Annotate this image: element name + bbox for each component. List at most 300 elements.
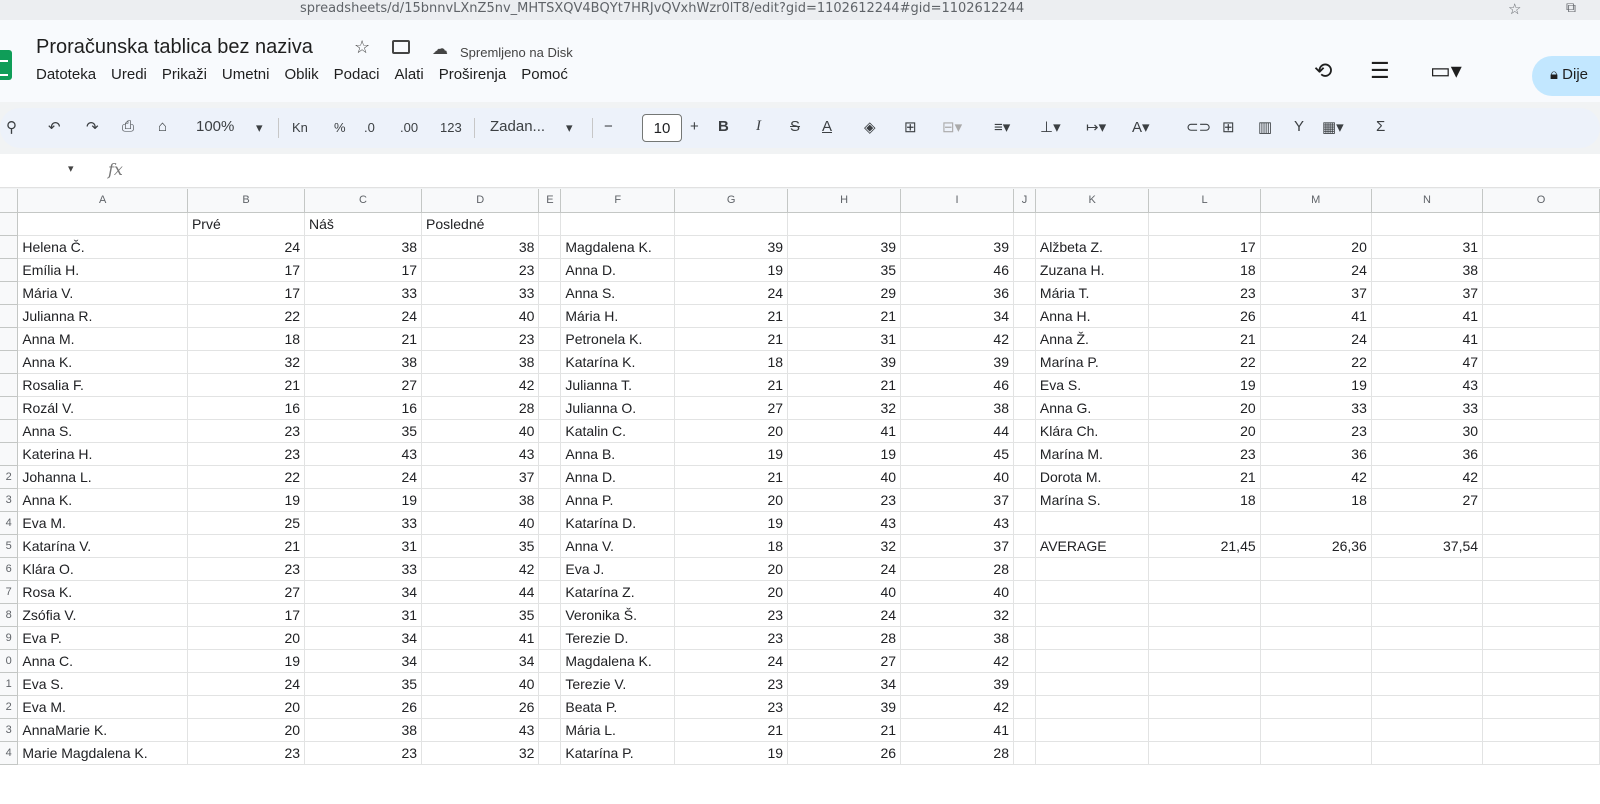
cell[interactable]: 38 — [305, 235, 422, 258]
cell[interactable] — [1035, 672, 1149, 695]
cell[interactable] — [1371, 718, 1482, 741]
cell[interactable]: 18 — [675, 350, 788, 373]
select-all-corner[interactable] — [0, 189, 18, 212]
cell[interactable] — [1035, 580, 1149, 603]
cell[interactable]: 42 — [901, 649, 1014, 672]
cell[interactable]: 21 — [1149, 465, 1260, 488]
cell[interactable]: Mária L. — [561, 718, 675, 741]
cell[interactable]: Anna Ž. — [1035, 327, 1149, 350]
row-header[interactable]: 8 — [0, 603, 18, 626]
bold-button[interactable]: B — [718, 118, 729, 135]
cell[interactable]: 21 — [788, 373, 901, 396]
cell[interactable]: 19 — [675, 741, 788, 764]
cell[interactable]: 34 — [305, 649, 422, 672]
cell[interactable]: Dorota M. — [1035, 465, 1149, 488]
font-size-input[interactable]: 10 — [642, 114, 682, 142]
insert-link-icon[interactable]: ⊂⊃ — [1186, 119, 1212, 136]
cell[interactable] — [1260, 580, 1371, 603]
cell[interactable]: 21 — [675, 327, 788, 350]
cell[interactable]: Rosa K. — [18, 580, 188, 603]
cell[interactable]: Eva J. — [561, 557, 675, 580]
cell[interactable] — [1483, 327, 1600, 350]
cell[interactable] — [1149, 695, 1260, 718]
cell[interactable]: Katalin C. — [561, 419, 675, 442]
move-to-folder-icon[interactable] — [392, 40, 410, 54]
cell[interactable] — [1035, 695, 1149, 718]
cell[interactable]: Anna D. — [561, 465, 675, 488]
cell[interactable]: 19 — [675, 511, 788, 534]
cell[interactable]: 21 — [187, 534, 304, 557]
cell[interactable]: 37,54 — [1371, 534, 1482, 557]
cell[interactable]: 17 — [1149, 235, 1260, 258]
cell[interactable]: Marína M. — [1035, 442, 1149, 465]
cell[interactable] — [1483, 488, 1600, 511]
cell[interactable]: Julianna O. — [561, 396, 675, 419]
cell[interactable] — [1014, 373, 1036, 396]
cell[interactable]: 33 — [305, 557, 422, 580]
cell[interactable] — [1035, 626, 1149, 649]
row-header[interactable]: 7 — [0, 580, 18, 603]
header-cell[interactable] — [788, 212, 901, 235]
cell[interactable]: 20 — [187, 695, 304, 718]
header-cell[interactable] — [1260, 212, 1371, 235]
cell[interactable] — [1371, 603, 1482, 626]
cell[interactable]: 31 — [1371, 235, 1482, 258]
cell[interactable]: 37 — [901, 488, 1014, 511]
cell[interactable] — [1483, 557, 1600, 580]
cell[interactable] — [1483, 281, 1600, 304]
cell[interactable]: 27 — [788, 649, 901, 672]
strikethrough-button[interactable]: S — [790, 118, 801, 135]
row-header[interactable] — [0, 212, 18, 235]
cell[interactable] — [1483, 603, 1600, 626]
cell[interactable]: 40 — [422, 672, 539, 695]
more-formats-button[interactable]: 123 — [440, 120, 462, 135]
cell[interactable]: Johanna L. — [18, 465, 188, 488]
cell[interactable]: Eva S. — [1035, 373, 1149, 396]
cell[interactable] — [1035, 511, 1149, 534]
cell[interactable] — [1014, 442, 1036, 465]
cell[interactable]: 21 — [675, 465, 788, 488]
cell[interactable] — [1483, 465, 1600, 488]
cell[interactable]: 40 — [788, 580, 901, 603]
cell[interactable] — [539, 258, 561, 281]
cell[interactable]: 40 — [788, 465, 901, 488]
menu-item[interactable]: Oblik — [284, 66, 319, 83]
cell[interactable]: 24 — [675, 281, 788, 304]
cell[interactable] — [1014, 695, 1036, 718]
cell[interactable]: Zuzana H. — [1035, 258, 1149, 281]
header-cell[interactable]: Posledné — [422, 212, 539, 235]
cell[interactable]: 23 — [187, 741, 304, 764]
cell[interactable]: 21 — [788, 304, 901, 327]
cell[interactable]: 24 — [1260, 258, 1371, 281]
cell[interactable]: 42 — [1371, 465, 1482, 488]
insert-comment-icon[interactable]: ⊞ — [1222, 119, 1235, 136]
cell[interactable] — [1014, 649, 1036, 672]
header-cell[interactable] — [1149, 212, 1260, 235]
share-button[interactable] — [1532, 56, 1600, 96]
cell[interactable] — [539, 672, 561, 695]
cell[interactable]: 41 — [788, 419, 901, 442]
cell[interactable]: 34 — [422, 649, 539, 672]
cell[interactable]: Katarína V. — [18, 534, 188, 557]
cell[interactable]: AVERAGE — [1035, 534, 1149, 557]
sheets-logo-icon[interactable] — [0, 50, 12, 80]
cell[interactable]: 37 — [1371, 281, 1482, 304]
cell[interactable]: 20 — [675, 580, 788, 603]
cell[interactable]: 40 — [901, 465, 1014, 488]
cell[interactable]: 23 — [422, 258, 539, 281]
cell[interactable] — [1035, 718, 1149, 741]
cell[interactable]: Anna D. — [561, 258, 675, 281]
cell[interactable]: 26,36 — [1260, 534, 1371, 557]
row-header[interactable] — [0, 258, 18, 281]
cell[interactable]: 20 — [187, 626, 304, 649]
cell[interactable] — [1014, 580, 1036, 603]
row-header[interactable] — [0, 419, 18, 442]
cell[interactable]: 24 — [788, 557, 901, 580]
cell[interactable] — [1260, 695, 1371, 718]
name-box-chevron-icon[interactable]: ▾ — [68, 163, 74, 175]
row-header[interactable] — [0, 327, 18, 350]
header-cell[interactable]: Náš — [305, 212, 422, 235]
cell[interactable]: 21 — [675, 304, 788, 327]
text-color-button[interactable]: A — [822, 118, 833, 135]
cell[interactable]: 31 — [305, 603, 422, 626]
cell[interactable]: 32 — [422, 741, 539, 764]
cell[interactable]: 41 — [1371, 327, 1482, 350]
cell[interactable] — [539, 534, 561, 557]
cell[interactable]: 39 — [788, 350, 901, 373]
cell[interactable]: Terezie V. — [561, 672, 675, 695]
header-cell[interactable] — [1014, 212, 1036, 235]
row-header[interactable]: 1 — [0, 672, 18, 695]
star-icon[interactable]: ☆ — [354, 37, 371, 57]
cell[interactable]: 20 — [1149, 419, 1260, 442]
column-header[interactable]: G — [675, 189, 788, 212]
cell[interactable]: Marie Magdalena K. — [18, 741, 188, 764]
cell[interactable]: Mária V. — [18, 281, 188, 304]
increase-decimal-button[interactable]: .00 — [400, 120, 419, 135]
cell[interactable]: 22 — [1260, 350, 1371, 373]
cell[interactable]: Helena Č. — [18, 235, 188, 258]
cell[interactable]: 17 — [187, 603, 304, 626]
cell[interactable]: 40 — [422, 511, 539, 534]
cell[interactable] — [1014, 488, 1036, 511]
cell[interactable]: 38 — [1371, 258, 1482, 281]
cell[interactable] — [1014, 327, 1036, 350]
menu-item[interactable]: Pomoć — [521, 66, 568, 83]
cell[interactable]: 44 — [901, 419, 1014, 442]
cell[interactable]: 42 — [901, 695, 1014, 718]
cell[interactable]: Anna H. — [1035, 304, 1149, 327]
cell[interactable]: Eva P. — [18, 626, 188, 649]
cell[interactable] — [1149, 580, 1260, 603]
cell[interactable] — [1035, 741, 1149, 764]
cell[interactable]: 37 — [901, 534, 1014, 557]
cell[interactable] — [1483, 350, 1600, 373]
cell[interactable]: 26 — [422, 695, 539, 718]
cell[interactable] — [1035, 603, 1149, 626]
cell[interactable]: 39 — [788, 695, 901, 718]
zoom-select[interactable]: 100% — [196, 118, 235, 135]
menu-item[interactable]: Podaci — [333, 66, 380, 83]
percent-format-button[interactable]: % — [334, 120, 346, 135]
cell[interactable] — [1260, 649, 1371, 672]
cell[interactable]: Mária H. — [561, 304, 675, 327]
cell[interactable]: Anna B. — [561, 442, 675, 465]
cell[interactable]: 38 — [422, 235, 539, 258]
cell[interactable]: 29 — [788, 281, 901, 304]
cell[interactable]: Rozál V. — [18, 396, 188, 419]
cell[interactable]: Anna P. — [561, 488, 675, 511]
spreadsheet-grid[interactable] — [0, 189, 1600, 804]
cell[interactable]: Katarína Z. — [561, 580, 675, 603]
cell[interactable] — [1371, 672, 1482, 695]
cell[interactable]: 46 — [901, 258, 1014, 281]
cell[interactable] — [1483, 626, 1600, 649]
cell[interactable]: 38 — [305, 350, 422, 373]
cell[interactable] — [1014, 626, 1036, 649]
cell[interactable]: 19 — [675, 442, 788, 465]
bookmark-star-icon[interactable]: ☆ — [1508, 0, 1522, 18]
cell[interactable]: 23 — [187, 419, 304, 442]
cell[interactable]: 24 — [305, 465, 422, 488]
menu-item[interactable]: Umetni — [221, 66, 270, 83]
cell[interactable]: 37 — [1260, 281, 1371, 304]
cell[interactable] — [539, 626, 561, 649]
cell[interactable]: 35 — [305, 419, 422, 442]
cell[interactable]: 28 — [422, 396, 539, 419]
cell[interactable] — [539, 327, 561, 350]
cell[interactable]: 35 — [305, 672, 422, 695]
cell[interactable] — [1014, 603, 1036, 626]
cell[interactable]: 24 — [305, 304, 422, 327]
menu-item[interactable]: Uredi — [111, 66, 147, 83]
undo-icon[interactable]: ↶ — [48, 119, 61, 136]
row-header[interactable]: 9 — [0, 626, 18, 649]
cell[interactable]: Julianna R. — [18, 304, 188, 327]
cell[interactable]: AnnaMarie K. — [18, 718, 188, 741]
column-header[interactable]: K — [1035, 189, 1149, 212]
cell[interactable] — [1260, 626, 1371, 649]
cell[interactable]: 42 — [1260, 465, 1371, 488]
cell[interactable] — [1014, 235, 1036, 258]
cell[interactable]: 30 — [1371, 419, 1482, 442]
text-rotation-icon[interactable]: A▾ — [1132, 119, 1150, 136]
cell[interactable]: Anna K. — [18, 488, 188, 511]
cell[interactable] — [539, 304, 561, 327]
cell[interactable]: 27 — [187, 580, 304, 603]
cell[interactable]: Katarína P. — [561, 741, 675, 764]
row-header[interactable] — [0, 281, 18, 304]
cell[interactable] — [1371, 695, 1482, 718]
cell[interactable]: 35 — [422, 534, 539, 557]
cell[interactable]: 34 — [901, 304, 1014, 327]
cell[interactable]: 38 — [901, 626, 1014, 649]
cell[interactable]: 17 — [305, 258, 422, 281]
cell[interactable]: 23 — [675, 626, 788, 649]
cell[interactable] — [1371, 649, 1482, 672]
cell[interactable]: Julianna T. — [561, 373, 675, 396]
cell[interactable]: 19 — [1260, 373, 1371, 396]
cell[interactable]: 27 — [1371, 488, 1482, 511]
cell[interactable]: 19 — [187, 649, 304, 672]
cell[interactable]: 32 — [187, 350, 304, 373]
cell[interactable]: Anna V. — [561, 534, 675, 557]
cell[interactable]: 20 — [1149, 396, 1260, 419]
cell[interactable] — [1483, 534, 1600, 557]
cell[interactable]: 38 — [422, 350, 539, 373]
cell[interactable]: 22 — [187, 304, 304, 327]
cell[interactable]: 16 — [187, 396, 304, 419]
cell[interactable] — [1483, 396, 1600, 419]
cell[interactable] — [1014, 396, 1036, 419]
cell[interactable]: 23 — [675, 672, 788, 695]
cell[interactable]: Klára O. — [18, 557, 188, 580]
cell[interactable] — [539, 649, 561, 672]
cell[interactable]: 31 — [788, 327, 901, 350]
row-header[interactable]: 5 — [0, 534, 18, 557]
cell[interactable] — [539, 373, 561, 396]
cell[interactable]: Rosalia F. — [18, 373, 188, 396]
cell[interactable]: 33 — [305, 511, 422, 534]
cell[interactable]: 18 — [1260, 488, 1371, 511]
row-header[interactable]: 2 — [0, 695, 18, 718]
cell[interactable]: 41 — [422, 626, 539, 649]
cell[interactable]: 18 — [675, 534, 788, 557]
cell[interactable]: 39 — [901, 350, 1014, 373]
font-chevron-icon[interactable]: ▾ — [566, 120, 573, 135]
cell[interactable]: 44 — [422, 580, 539, 603]
cell[interactable]: 28 — [901, 557, 1014, 580]
cell[interactable] — [1371, 741, 1482, 764]
cell[interactable] — [539, 603, 561, 626]
cell[interactable] — [1483, 235, 1600, 258]
cell[interactable]: 19 — [305, 488, 422, 511]
cell[interactable]: 23 — [1149, 281, 1260, 304]
menu-item[interactable]: Proširenja — [438, 66, 507, 83]
cell[interactable] — [1014, 672, 1036, 695]
cell[interactable]: 17 — [187, 281, 304, 304]
column-header[interactable]: O — [1483, 189, 1600, 212]
row-header[interactable] — [0, 304, 18, 327]
cell[interactable]: 42 — [422, 373, 539, 396]
currency-format-button[interactable]: Kn — [292, 120, 308, 135]
italic-button[interactable]: I — [756, 118, 761, 134]
row-header[interactable]: 3 — [0, 488, 18, 511]
font-family-select[interactable]: Zadan... — [490, 118, 546, 135]
column-header[interactable]: J — [1014, 189, 1036, 212]
cell[interactable] — [1483, 649, 1600, 672]
cell[interactable]: 24 — [675, 649, 788, 672]
row-header[interactable]: 4 — [0, 511, 18, 534]
cell[interactable]: Magdalena K. — [561, 235, 675, 258]
cell[interactable]: 33 — [1371, 396, 1482, 419]
cell[interactable] — [1014, 511, 1036, 534]
cell[interactable] — [1260, 511, 1371, 534]
cell[interactable]: Petronela K. — [561, 327, 675, 350]
cell[interactable] — [1260, 672, 1371, 695]
cell[interactable] — [1035, 557, 1149, 580]
column-header[interactable]: F — [561, 189, 675, 212]
menu-item[interactable]: Alati — [394, 66, 424, 83]
cell[interactable]: Marína S. — [1035, 488, 1149, 511]
cell[interactable] — [1483, 442, 1600, 465]
cell[interactable]: 33 — [1260, 396, 1371, 419]
cell[interactable]: 41 — [1260, 304, 1371, 327]
cell[interactable]: Anna M. — [18, 327, 188, 350]
cell[interactable]: 36 — [1371, 442, 1482, 465]
cell[interactable] — [539, 511, 561, 534]
row-header[interactable] — [0, 235, 18, 258]
cloud-saved-icon[interactable]: ☁ — [432, 41, 448, 58]
cell[interactable]: Eva M. — [18, 511, 188, 534]
cell[interactable]: 18 — [1149, 258, 1260, 281]
horizontal-align-icon[interactable]: ≡▾ — [994, 119, 1011, 136]
cell[interactable]: 42 — [422, 557, 539, 580]
cell[interactable]: 43 — [422, 718, 539, 741]
cell[interactable]: Beata P. — [561, 695, 675, 718]
column-header[interactable]: A — [18, 189, 188, 212]
filter-icon[interactable]: Y — [1294, 118, 1305, 135]
header-cell[interactable] — [901, 212, 1014, 235]
cell[interactable]: Anna S. — [561, 281, 675, 304]
cell[interactable]: 23 — [1260, 419, 1371, 442]
search-icon[interactable]: ⚲ — [6, 119, 17, 136]
header-cell[interactable] — [18, 212, 188, 235]
cell[interactable]: 43 — [788, 511, 901, 534]
row-header[interactable]: 4 — [0, 741, 18, 764]
cell[interactable]: 43 — [305, 442, 422, 465]
cell[interactable]: Eva M. — [18, 695, 188, 718]
history-icon[interactable]: ⟲ — [1314, 58, 1333, 83]
cell[interactable] — [539, 488, 561, 511]
cell[interactable]: 34 — [788, 672, 901, 695]
cell[interactable]: 23 — [187, 442, 304, 465]
cell[interactable] — [539, 235, 561, 258]
text-wrap-icon[interactable]: ↦▾ — [1086, 119, 1107, 136]
cell[interactable] — [539, 557, 561, 580]
cell[interactable]: 33 — [422, 281, 539, 304]
cell[interactable] — [1483, 580, 1600, 603]
cell[interactable]: 19 — [675, 258, 788, 281]
cell[interactable] — [539, 281, 561, 304]
cell[interactable]: 32 — [788, 396, 901, 419]
cell[interactable] — [1483, 419, 1600, 442]
cell[interactable] — [539, 465, 561, 488]
cell[interactable]: 22 — [187, 465, 304, 488]
cell[interactable]: Mária T. — [1035, 281, 1149, 304]
paint-format-icon[interactable]: ⌂ — [158, 118, 168, 135]
cell[interactable]: 31 — [305, 534, 422, 557]
cell[interactable]: 23 — [788, 488, 901, 511]
cell[interactable]: 42 — [901, 327, 1014, 350]
cell[interactable] — [1149, 649, 1260, 672]
cell[interactable]: 21 — [1149, 327, 1260, 350]
header-cell[interactable] — [1483, 212, 1600, 235]
cell[interactable]: Eva S. — [18, 672, 188, 695]
cell[interactable]: 21 — [305, 327, 422, 350]
cell[interactable]: 35 — [788, 258, 901, 281]
cell[interactable]: 35 — [422, 603, 539, 626]
cell[interactable]: 19 — [187, 488, 304, 511]
cell[interactable]: Magdalena K. — [561, 649, 675, 672]
cell[interactable] — [539, 396, 561, 419]
document-title[interactable]: Proračunska tablica bez naziva — [36, 36, 313, 58]
cell[interactable]: 33 — [305, 281, 422, 304]
